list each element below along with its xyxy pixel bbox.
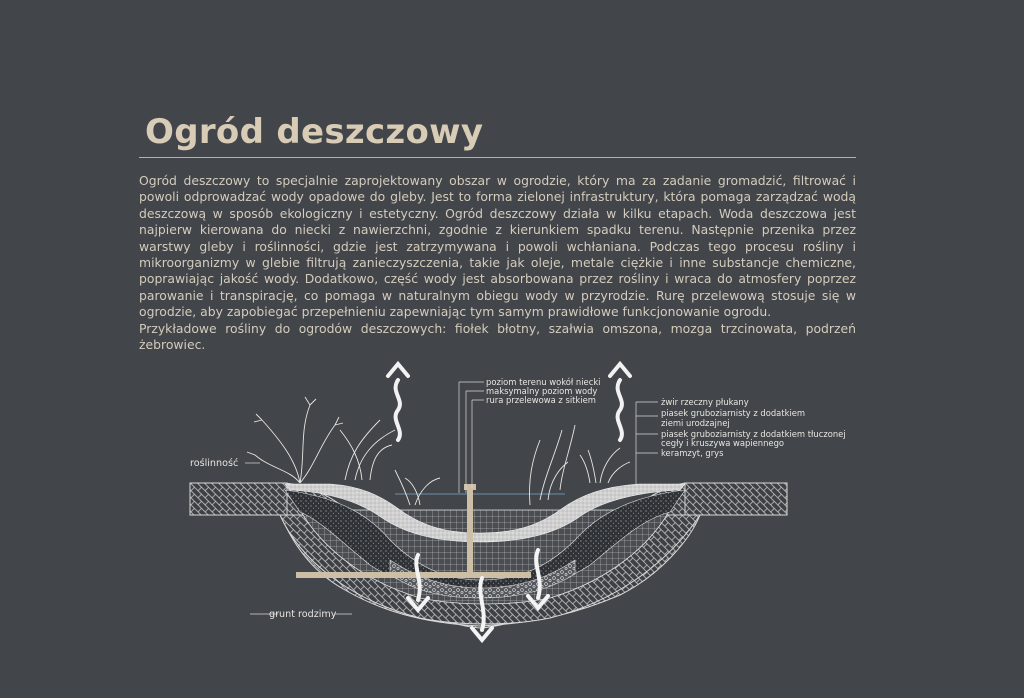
- evaporation-arrow-right: [610, 364, 630, 440]
- label-native-soil: grunt rodzimy: [269, 609, 337, 620]
- label-washed-gravel: żwir rzeczny płukany: [661, 397, 749, 407]
- label-vegetation: roślinność: [190, 458, 239, 469]
- label-sand-soil-2: ziemi urodzajnej: [661, 418, 730, 428]
- evaporation-arrow-left: [388, 364, 408, 440]
- label-ground-level: poziom terenu wokół niecki: [486, 377, 601, 387]
- plants-paragraph: Przykładowe rośliny do ogrodów deszczowych: fiołek błotny, szałwia omszona, mozga trzcinowata, podrzeń żebrowiec.: [139, 320, 856, 353]
- description-paragraph: Ogród deszczowy to specjalnie zaprojektowany obszar w ogrodzie, który ma za zadanie gromadzić, filtrować i powoli odprowadzać wody opadowe do gleby. Jest to forma zielonej infrastruktury, która pomaga zarządzać wodą deszczową w sposób ekologiczny i estetyczny. Ogród deszczowy działa w kilku etapach. Woda deszczowa jest najpierw kierowana do niecki z nawierzchni, zgodnie z kierunkiem spadku terenu. Następnie przenika przez warstwy gleby i roślinności, gdzie jest zatrzymywana i powoli wchłaniana. Podczas tego procesu rośliny i mikroorganizmy w glebie filtrują zanieczyszczenia, takie jak oleje, metale ciężkie i inne substancje chemiczne, poprawiając jakość wody. Dodatkowo, część wody jest absorbowana przez rośliny i wraca do atmosfery poprzez parowanie i transpirację, co pomaga w naturalnym obiegu wody w przyrodzie. Rurę przelewową stosuje się w ogrodzie, aby zapobiegać przepełnieniu zapewniając tym samym prawidłowe funkcjonowanie ogrodu.: [139, 173, 856, 320]
- label-sand-soil-1: piasek gruboziarnisty z dodatkiem: [661, 408, 806, 418]
- label-keramzit: keramzyt, grys: [661, 448, 724, 458]
- label-sand-brick-1: piasek gruboziarnisty z dodatkiem tłuczonej: [661, 429, 846, 439]
- label-max-water-level: maksymalny poziom wody: [486, 386, 598, 396]
- page-title: Ogród deszczowy: [145, 112, 484, 152]
- label-sand-brick-2: cegły i kruszywa wapiennego: [661, 438, 785, 448]
- label-overflow-pipe: rura przelewowa z sitkiem: [486, 395, 596, 405]
